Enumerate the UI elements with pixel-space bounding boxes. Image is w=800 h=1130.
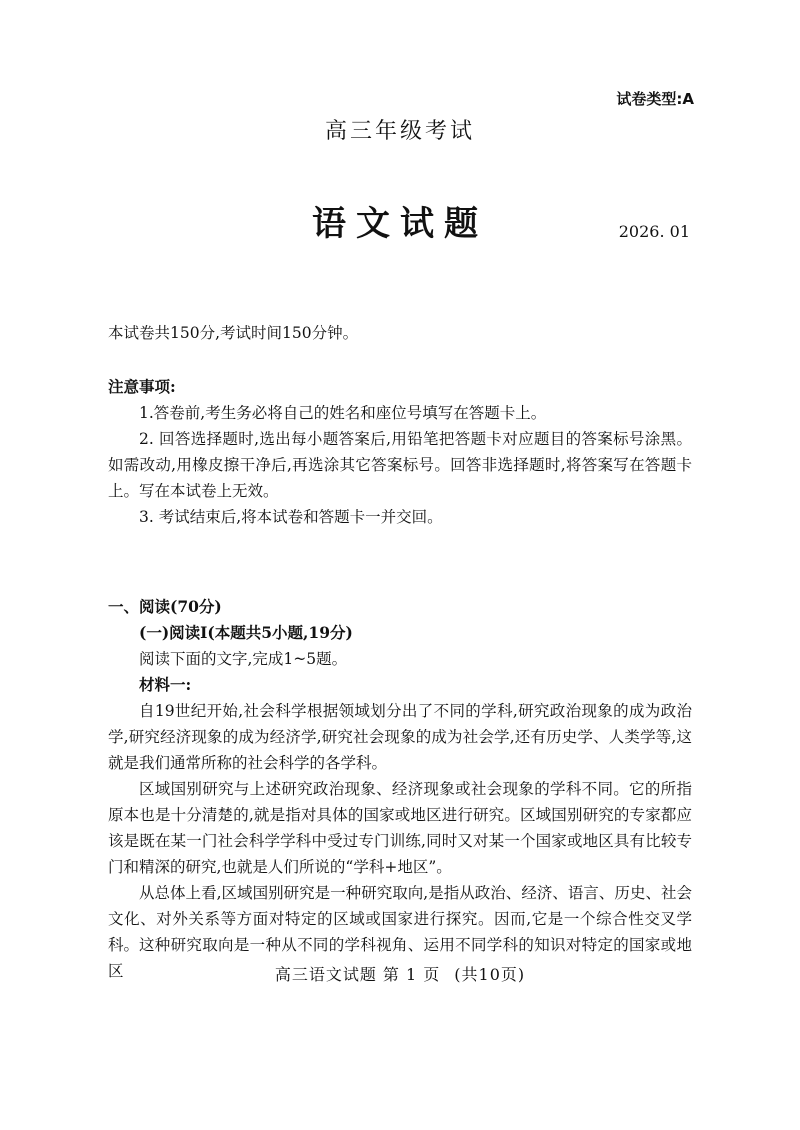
footer-page-text: 高三语文试题 第 1 页 bbox=[274, 965, 441, 984]
intro-text: 本试卷共150分,考试时间150分钟。 bbox=[108, 324, 359, 342]
note-item: 2. 回答选择题时,选出每小题答案后,用铅笔把答题卡对应题目的答案标号涂黑。如需改动,用橡皮擦干净后,再选涂其它答案标号。回答非选择题时,将答案写在答题卡上。写在本试卷上无效。 bbox=[108, 430, 692, 500]
material-paragraph: 从总体上看,区域国别研究是一种研究取向,是指从政治、经济、语言、历史、社会文化、对外关系等方面对特定的区域或国家进行探究。因而,它是一个综合性交叉学科。 bbox=[108, 884, 692, 954]
exam-date: 2026. 01 bbox=[618, 222, 690, 241]
section-instruction: 阅读下面的文字,完成1~5题。 bbox=[139, 650, 348, 668]
material-paragraph: 自19世纪开始,社会科学根据领域划分出了不同的学科,研究政治现象的成为政治学,研究经济现象的成为经济学,研究社会现象的成为社会学,还有历史学、人类学等,这就是我们通常所称的社会科学的各学科。 bbox=[108, 702, 692, 772]
paper-type-label: 试卷类型:A bbox=[616, 90, 694, 108]
notes-heading: 注意事项: bbox=[108, 377, 176, 396]
material-label: 材料一: bbox=[139, 675, 192, 694]
note-item: 1.答卷前,考生务必将自己的姓名和座位号填写在答题卡上。 bbox=[139, 404, 547, 422]
material-paragraph: 区域国别研究与上述研究政治现象、经济现象或社会现象的学科不同。它的所指原本也是十分清楚的,就是指对具体的国家或地区进行研究。区域国别研究的专家都应该是既在某一门社会科学学科中受过专门训练,同时又对某一个国家或地区具有比较专门和精深的研究,也就是人们所说的“学科+地区”。 bbox=[108, 780, 692, 876]
section-subheading: (一)阅读Ⅰ(本题共5小题,19分) bbox=[139, 623, 353, 642]
page-footer bbox=[0, 962, 800, 985]
material-paragraph: 这种研究取向是一种从不同的学科视角、运用不同学科的知识对特定的国家或地区 bbox=[108, 936, 692, 980]
exam-title: 高三年级考试 bbox=[324, 119, 475, 144]
section-heading: 一、阅读(70分) bbox=[108, 597, 222, 616]
subject-title: 语文试题 bbox=[312, 204, 488, 244]
note-item: 3. 考试结束后,将本试卷和答题卡一并交回。 bbox=[139, 508, 443, 526]
footer-total-pages: (共10页) bbox=[454, 965, 526, 984]
